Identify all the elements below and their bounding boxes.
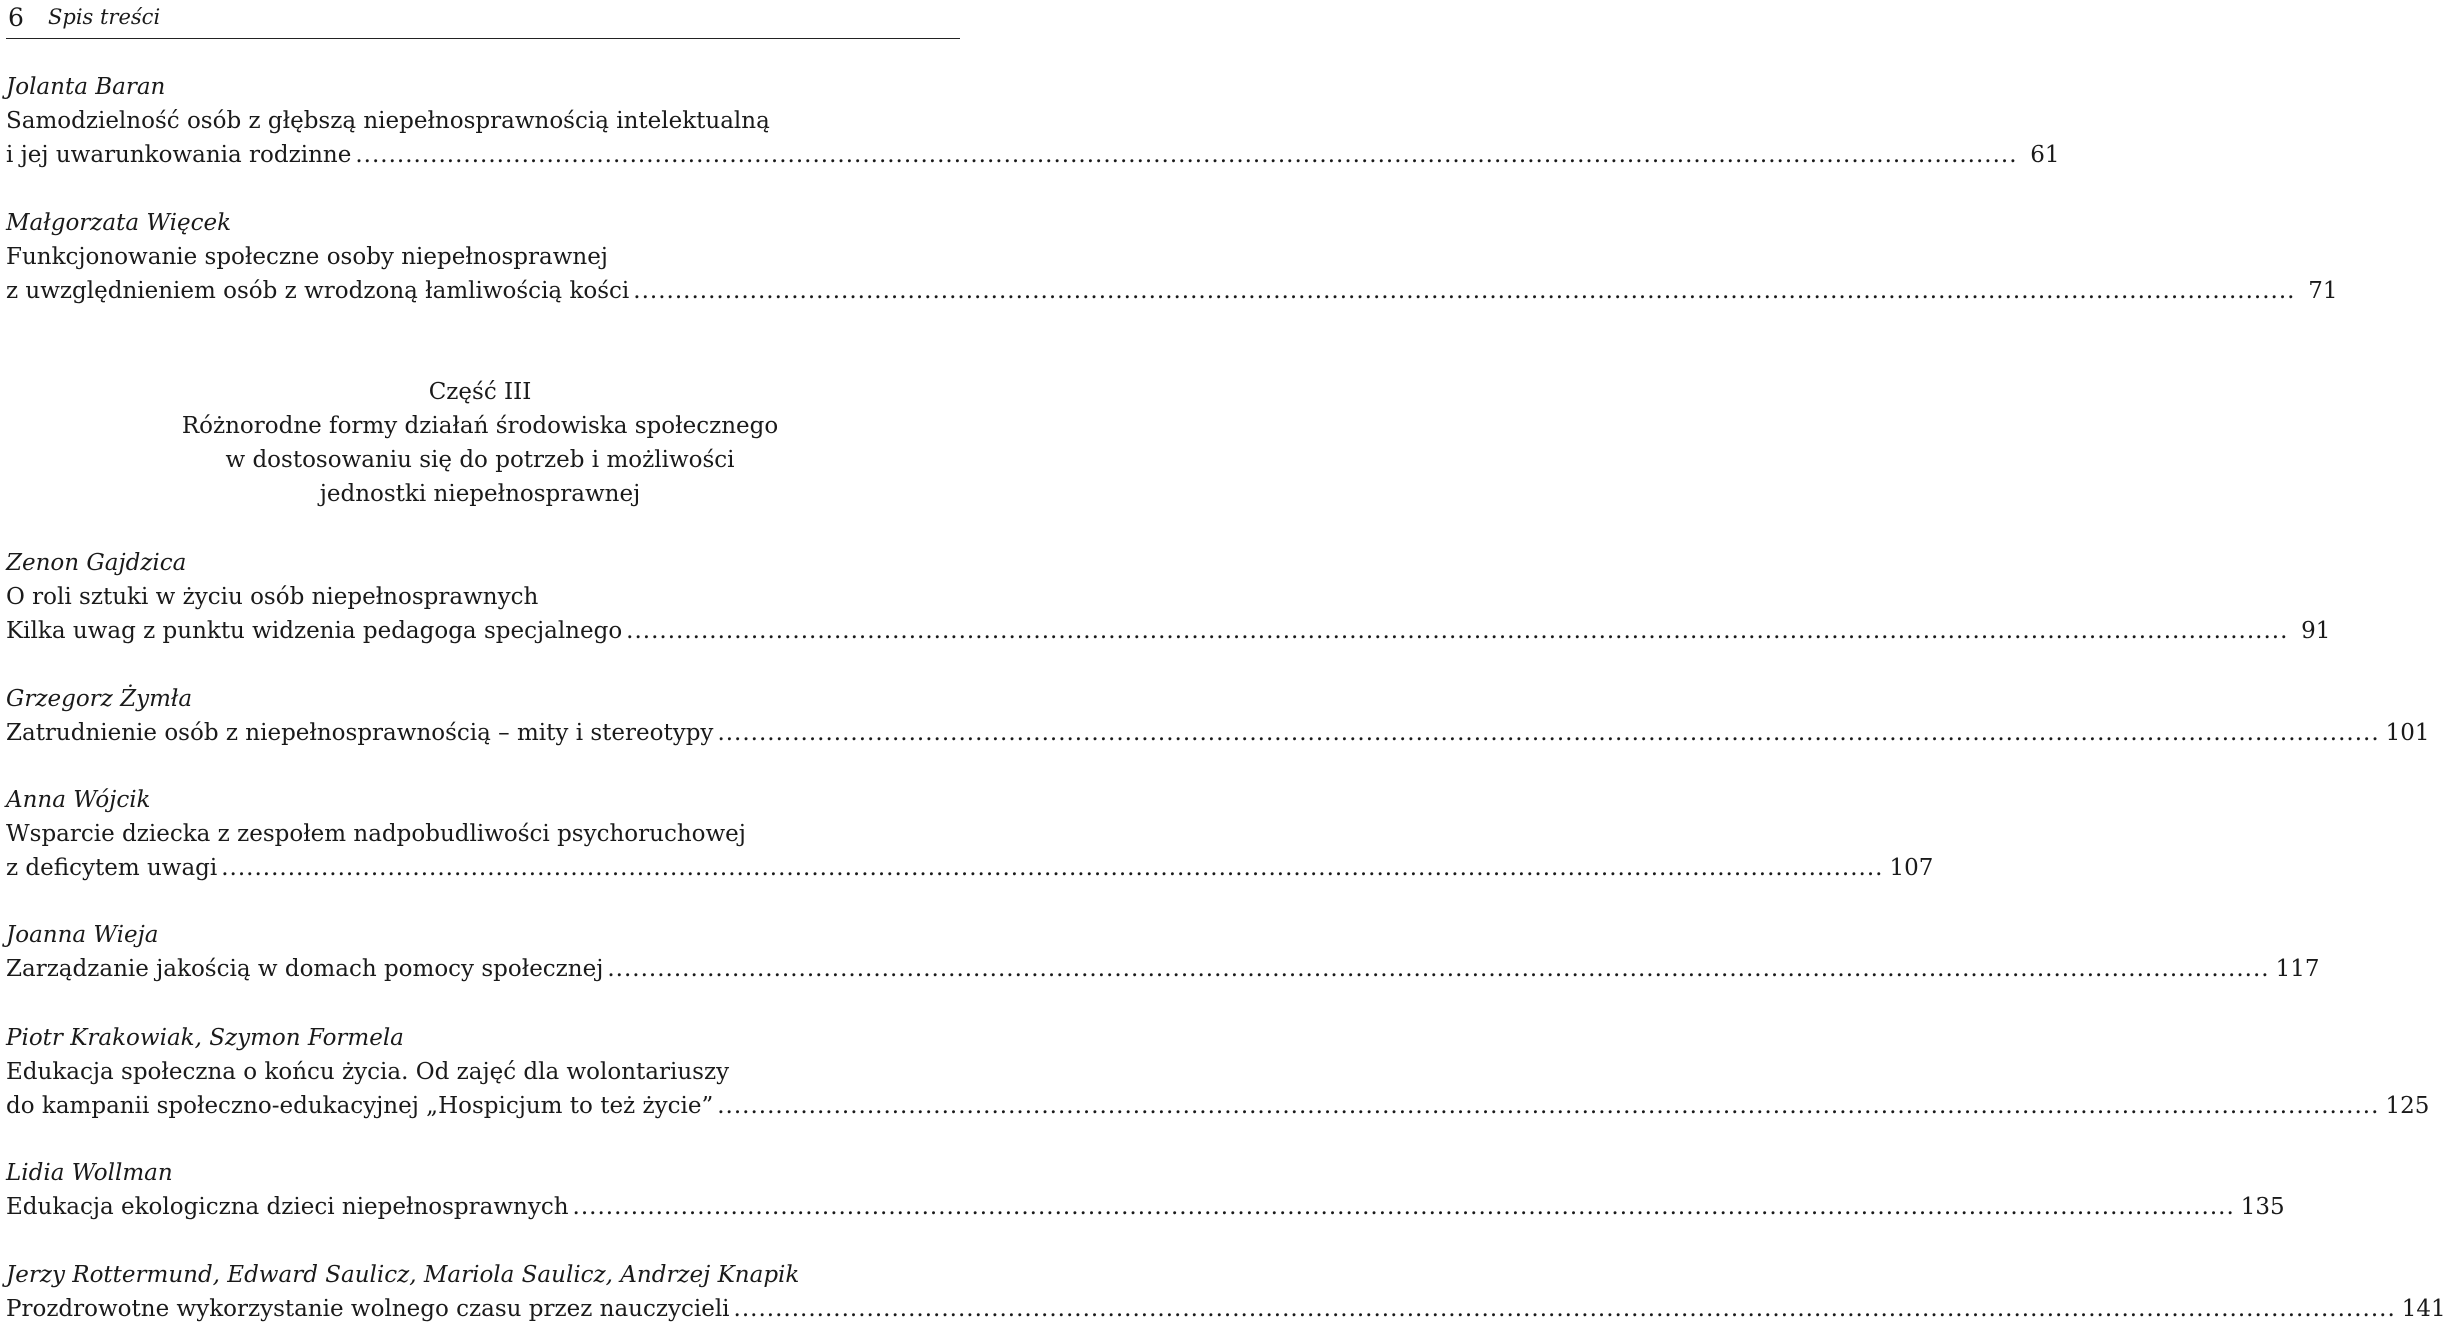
page-header <box>6 0 960 39</box>
entry-page-number: 101 <box>2385 720 2430 746</box>
entry-author: Małgorzata Więcek <box>6 210 232 236</box>
entry-page-number: 135 <box>2240 1194 2285 1220</box>
entry-title-line: Samodzielność osób z głębszą niepełnosprawnością intelektualną <box>6 108 770 134</box>
entry-author: Zenon Gajdzica <box>6 550 187 576</box>
entry-author: Grzegorz Żymła <box>6 686 193 712</box>
entry-title-line: Zarządzanie jakością w domach pomocy społecznej <box>6 956 604 982</box>
running-title: Spis treści <box>48 5 161 29</box>
toc-entry <box>6 206 2338 308</box>
entry-title-line: Funkcjonowanie społeczne osoby niepełnosprawnej <box>6 244 608 270</box>
toc-entry <box>6 1258 2446 1326</box>
entry-page-number: 125 <box>2385 1093 2430 1119</box>
toc-entry <box>6 70 2060 172</box>
dot-leader: ........................................................................................................................................................................................................ <box>572 1194 2235 1220</box>
entry-title-line: z uwzględnieniem osób z wrodzoną łamliwością kości <box>6 278 630 304</box>
toc-entry <box>6 918 2320 986</box>
dot-leader: ........................................................................................................................................................................................................ <box>626 618 2289 644</box>
dot-leader: ........................................................................................................................................................................................................ <box>717 1093 2380 1119</box>
entry-title-line: Kilka uwag z punktu widzenia pedagoga specjalnego <box>6 618 623 644</box>
page-number: 6 <box>8 3 24 32</box>
part-label: Część III <box>428 379 532 405</box>
entry-title-line: do kampanii społeczno-edukacyjnej „Hospicjum to też życie” <box>6 1093 714 1119</box>
entry-last-line <box>6 1190 2285 1224</box>
part-title-line: Różnorodne formy działań środowiska społecznego <box>181 413 779 439</box>
part-title-line: w dostosowaniu się do potrzeb i możliwości <box>225 447 735 473</box>
entry-last-line <box>6 952 2320 986</box>
entry-author: Joanna Wieja <box>6 922 159 948</box>
entry-last-line <box>6 1089 2430 1123</box>
entry-title-line: z deficytem uwagi <box>6 855 218 881</box>
entry-page-number: 107 <box>1889 855 1934 881</box>
entry-title-line: O roli sztuki w życiu osób niepełnosprawnych <box>6 584 539 610</box>
toc-entry <box>6 546 2331 648</box>
entry-author: Jolanta Baran <box>6 74 166 100</box>
toc-entry <box>6 682 2430 750</box>
entry-title-line: Prozdrowotne wykorzystanie wolnego czasu przez nauczycieli <box>6 1296 730 1322</box>
entry-page-number: 141 <box>2401 1296 2446 1322</box>
entry-author: Piotr Krakowiak, Szymon Formela <box>6 1025 404 1051</box>
entry-last-line <box>6 1292 2446 1326</box>
entry-last-line <box>6 138 2060 172</box>
entry-last-line <box>6 274 2338 308</box>
toc-entry <box>6 1156 2285 1224</box>
entry-title-line: i jej uwarunkowania rodzinne <box>6 142 352 168</box>
entry-page-number: 117 <box>2275 956 2320 982</box>
entry-title-line: Edukacja ekologiczna dzieci niepełnosprawnych <box>6 1194 569 1220</box>
entry-page-number: 91 <box>2301 618 2331 644</box>
entry-page-number: 61 <box>2030 142 2060 168</box>
entry-last-line <box>6 716 2430 750</box>
entry-last-line <box>6 851 1934 885</box>
dot-leader: ........................................................................................................................................................................................................ <box>355 142 2018 168</box>
entry-title-line: Edukacja społeczna o końcu życia. Od zajęć dla wolontariuszy <box>6 1059 730 1085</box>
dot-leader: ........................................................................................................................................................................................................ <box>733 1296 2396 1322</box>
part-heading <box>0 375 960 511</box>
entry-author: Anna Wójcik <box>6 787 151 813</box>
entry-last-line <box>6 614 2331 648</box>
entry-author: Jerzy Rottermund, Edward Saulicz, Mariola Saulicz, Andrzej Knapik <box>6 1262 800 1288</box>
entry-author: Lidia Wollman <box>6 1160 173 1186</box>
entry-title-line: Zatrudnienie osób z niepełnosprawnością – mity i stereotypy <box>6 720 714 746</box>
toc-entry <box>6 783 1934 885</box>
dot-leader: ........................................................................................................................................................................................................ <box>633 278 2296 304</box>
part-title-line: jednostki niepełnosprawnej <box>319 481 641 507</box>
dot-leader: ........................................................................................................................................................................................................ <box>607 956 2270 982</box>
entry-page-number: 71 <box>2308 278 2338 304</box>
toc-entry <box>6 1021 2430 1123</box>
dot-leader: ........................................................................................................................................................................................................ <box>717 720 2380 746</box>
entry-title-line: Wsparcie dziecka z zespołem nadpobudliwości psychoruchowej <box>6 821 746 847</box>
dot-leader: ........................................................................................................................................................................................................ <box>221 855 1884 881</box>
